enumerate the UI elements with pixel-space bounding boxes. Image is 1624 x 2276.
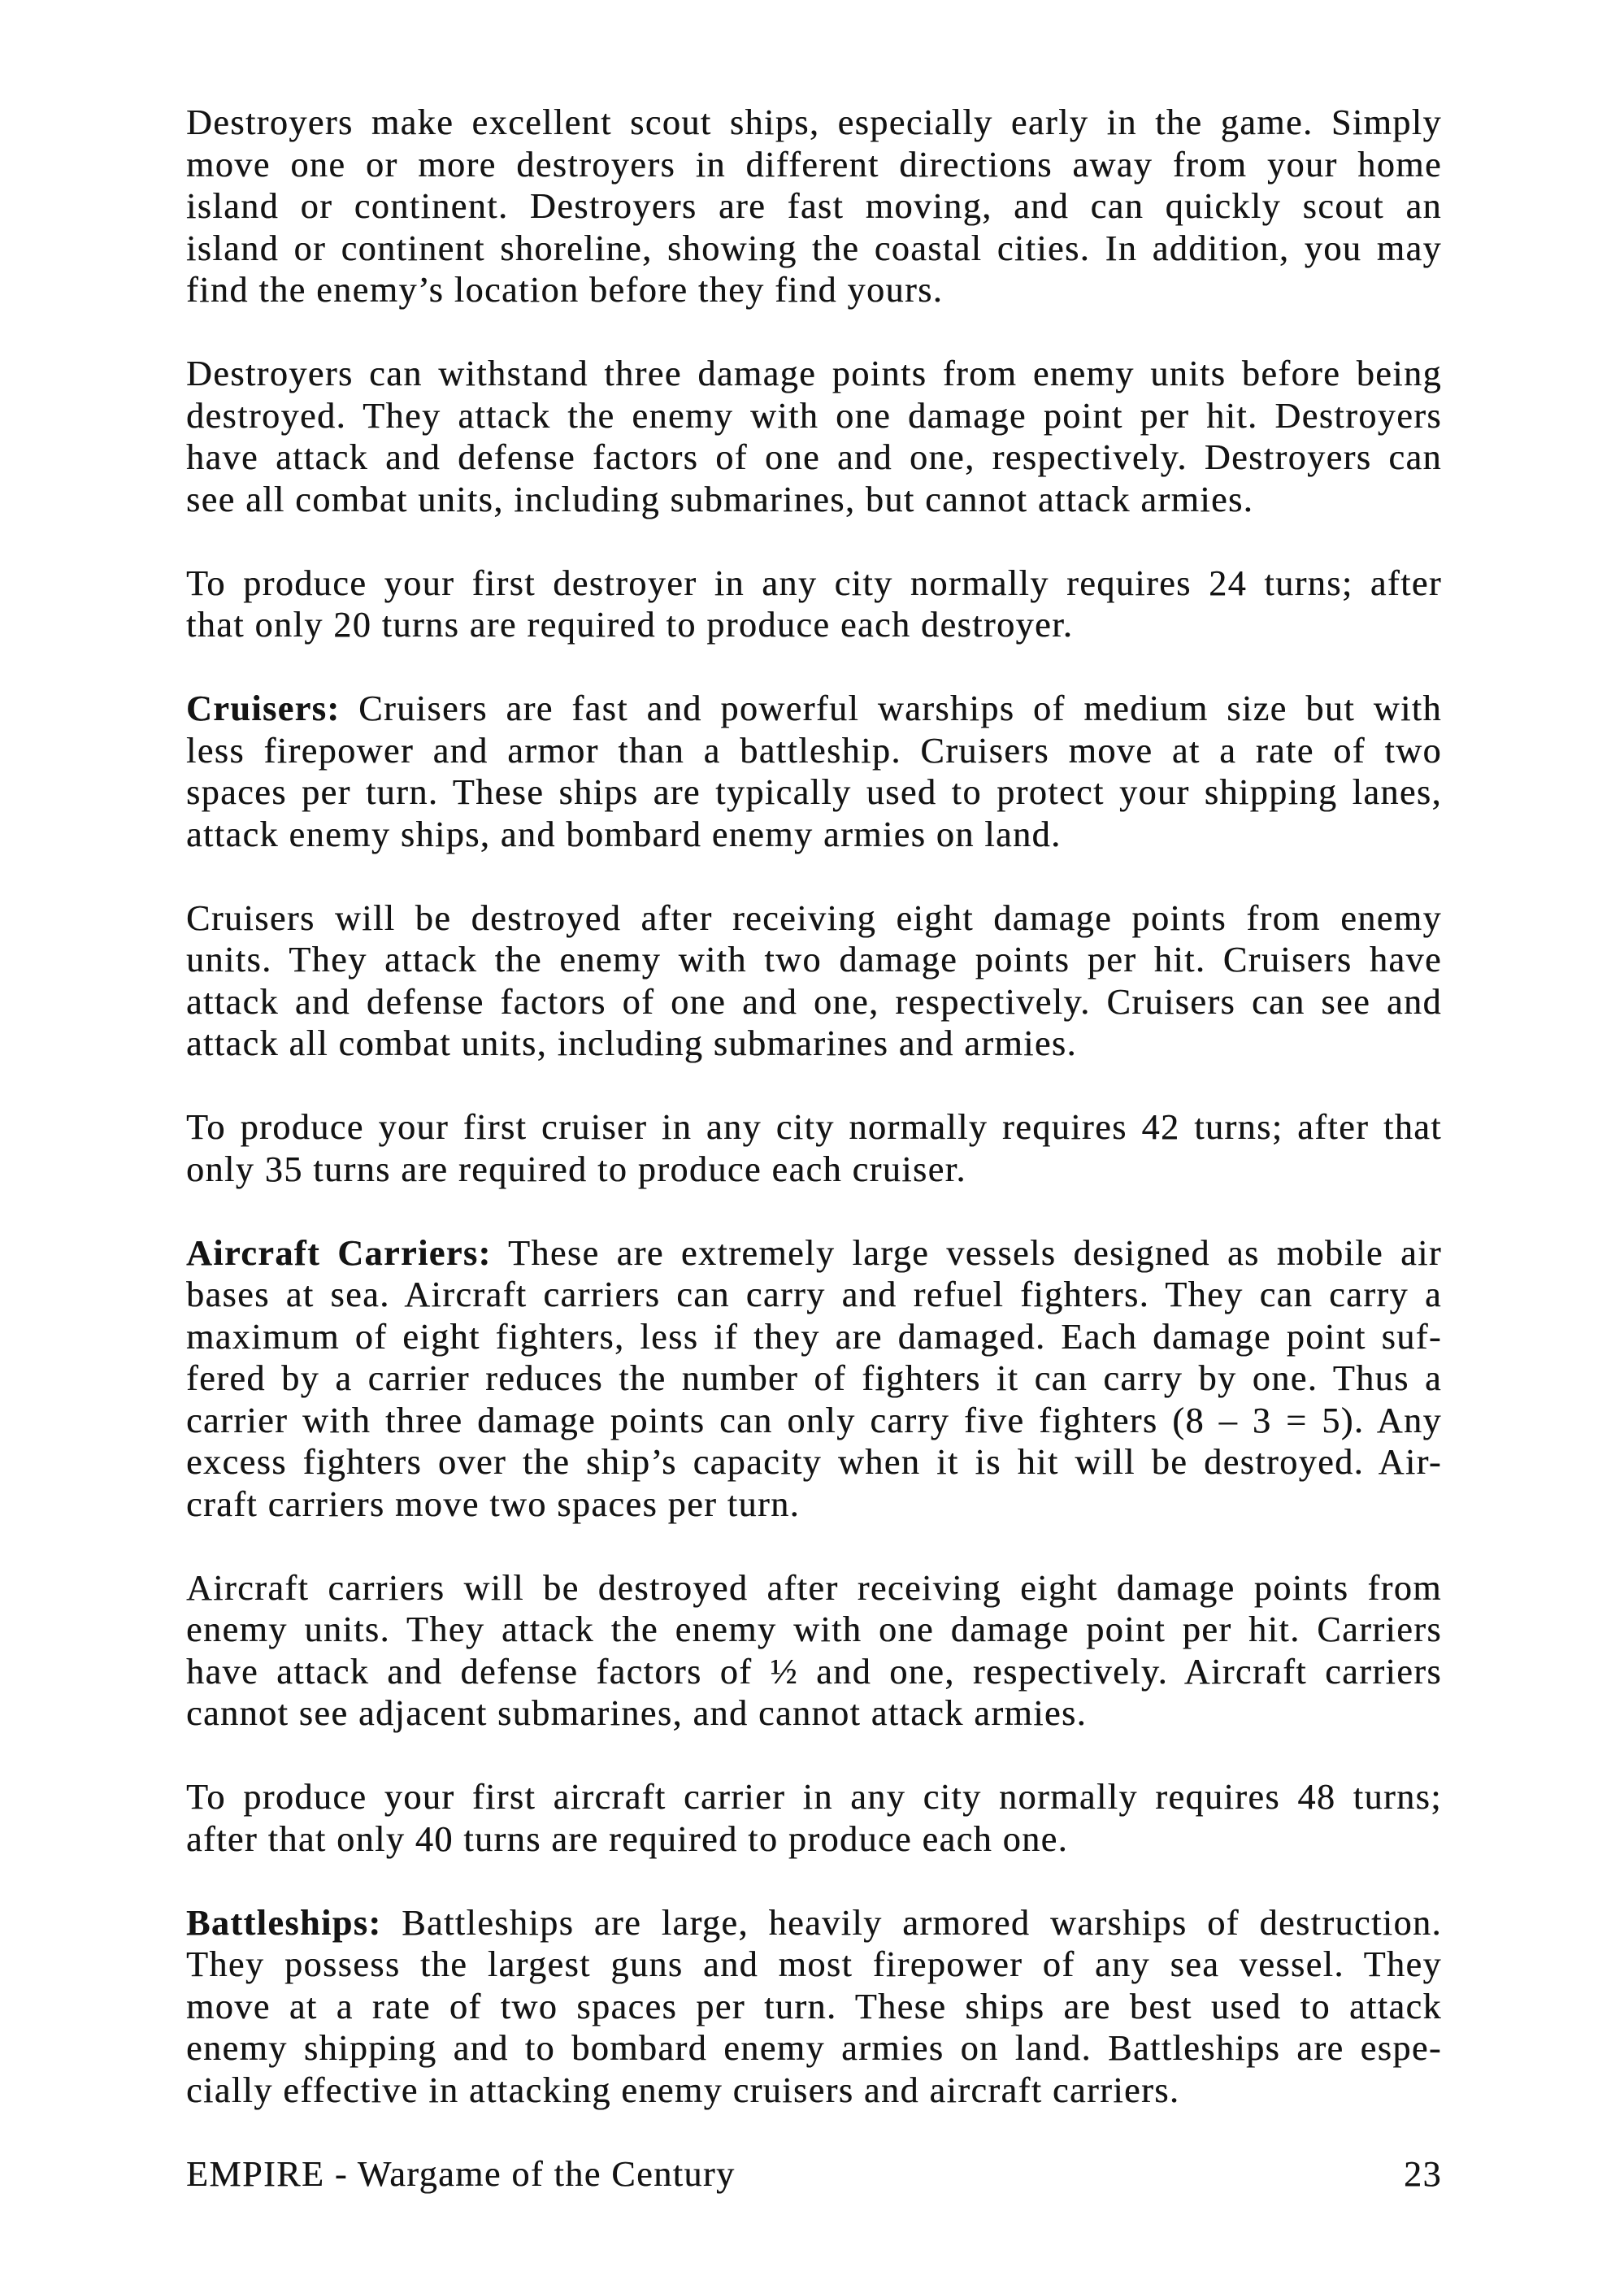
text-line: attack enemy ships, and bombard enemy armies on land. (186, 814, 1062, 854)
text-line: that only 20 turns are required to produce each destroyer. (186, 605, 1074, 645)
paragraph-aircraft-carriers-combat (186, 1567, 1442, 1735)
text-line: see all combat units, including submarines, but cannot attack armies. (186, 479, 1254, 519)
section-heading-cruisers: Cruisers: (186, 688, 341, 728)
paragraph-destroyers-combat (186, 353, 1442, 520)
text-line: carrier with three damage points can only carry five fighters (8 – 3 = 5). Any (186, 1400, 1442, 1440)
text-line: To produce your first destroyer in any city normally requires 24 turns; after (186, 562, 1442, 603)
text-line: attack and defense factors of one and one, respectively. Cruisers can see and (186, 981, 1442, 1022)
text-line: They possess the largest guns and most firepower of any sea vessel. They (186, 1944, 1442, 1984)
text-line: Destroyers make excellent scout ships, especially early in the game. Simply (186, 102, 1442, 142)
text-line: Destroyers can withstand three damage points from enemy units before being (186, 354, 1442, 393)
text-line: enemy units. They attack the enemy with one damage point per hit. Carriers (186, 1609, 1442, 1649)
paragraph-cruisers (186, 688, 1442, 855)
paragraph-aircraft-carriers-production (186, 1776, 1442, 1860)
text-line: cannot see adjacent submarines, and cannot attack armies. (186, 1693, 1088, 1733)
text-line-content: These are extremely large vessels designed as mobile air (507, 1232, 1442, 1273)
text-line: move at a rate of two spaces per turn. These ships are best used to attack (186, 1986, 1442, 2026)
text-line: To produce your first aircraft carrier in any city normally requires 48 turns; (186, 1777, 1442, 1817)
text-line: island or continent shoreline, showing the coastal cities. In addition, you may (186, 228, 1442, 268)
text-line (186, 688, 1442, 730)
text-line: fered by a carrier reduces the number of fighters it can carry by one. Thus a (186, 1358, 1442, 1398)
text-line: have attack and defense factors of ½ and one, respectively. Aircraft carriers (186, 1651, 1442, 1692)
text-line: Aircraft carriers will be destroyed after receiving eight damage points from (186, 1567, 1442, 1608)
paragraph-battleships (186, 1902, 1442, 2112)
text-line: craft carriers move two spaces per turn. (186, 1483, 801, 1524)
text-line: less firepower and armor than a battleship. Cruisers move at a rate of two (186, 730, 1442, 771)
text-line (186, 1232, 1442, 1275)
text-line: find the enemy’s location before they find yours. (186, 270, 944, 310)
footer-title: EMPIRE - Wargame of the Century (186, 2153, 736, 2194)
text-line: island or continent. Destroyers are fast moving, and can quickly scout an (186, 186, 1442, 226)
text-line: maximum of eight fighters, less if they are damaged. Each damage point suf- (186, 1316, 1442, 1357)
text-line: have attack and defense factors of one and one, respectively. Destroyers can (186, 437, 1442, 477)
text-line: bases at sea. Aircraft carriers can carry and refuel fighters. They can carry a (186, 1275, 1442, 1314)
text-line: attack all combat units, including submarines and armies. (186, 1023, 1078, 1063)
section-heading-aircraft-carriers: Aircraft Carriers: (186, 1232, 492, 1273)
page-footer (186, 2153, 1442, 2196)
text-line: excess fighters over the ship’s capacity when it is hit will be destroyed. Air- (186, 1442, 1442, 1482)
text-line: destroyed. They attack the enemy with one damage point per hit. Destroyers (186, 395, 1442, 436)
paragraph-aircraft-carriers (186, 1232, 1442, 1526)
text-line: only 35 turns are required to produce each cruiser. (186, 1149, 966, 1189)
text-line (186, 1902, 1442, 1944)
page-content (186, 102, 1442, 2195)
paragraph-destroyers-scouting (186, 102, 1442, 311)
text-line: cially effective in attacking enemy cruisers and aircraft carriers. (186, 2070, 1180, 2110)
text-line: To produce your first cruiser in any city normally requires 42 turns; after that (186, 1107, 1442, 1147)
paragraph-cruisers-combat (186, 897, 1442, 1065)
text-line: enemy shipping and to bombard enemy armies on land. Battleships are espe- (186, 2028, 1442, 2068)
paragraph-cruisers-production (186, 1106, 1442, 1190)
page-number: 23 (1404, 2153, 1442, 2194)
text-line: move one or more destroyers in different directions away from your home (186, 144, 1442, 185)
text-line-content: Battleships are large, heavily armored warships of destruction. (402, 1902, 1443, 1943)
paragraph-destroyers-production (186, 562, 1442, 646)
text-line: after that only 40 turns are required to produce each one. (186, 1818, 1069, 1859)
text-line: units. They attack the enemy with two damage points per hit. Cruisers have (186, 940, 1442, 979)
section-heading-battleships: Battleships: (186, 1902, 382, 1943)
text-line: spaces per turn. These ships are typically used to protect your shipping lanes, (186, 772, 1442, 812)
text-line: Cruisers will be destroyed after receiving eight damage points from enemy (186, 897, 1442, 938)
text-line-content: Cruisers are fast and powerful warships of medium size but with (358, 688, 1442, 728)
